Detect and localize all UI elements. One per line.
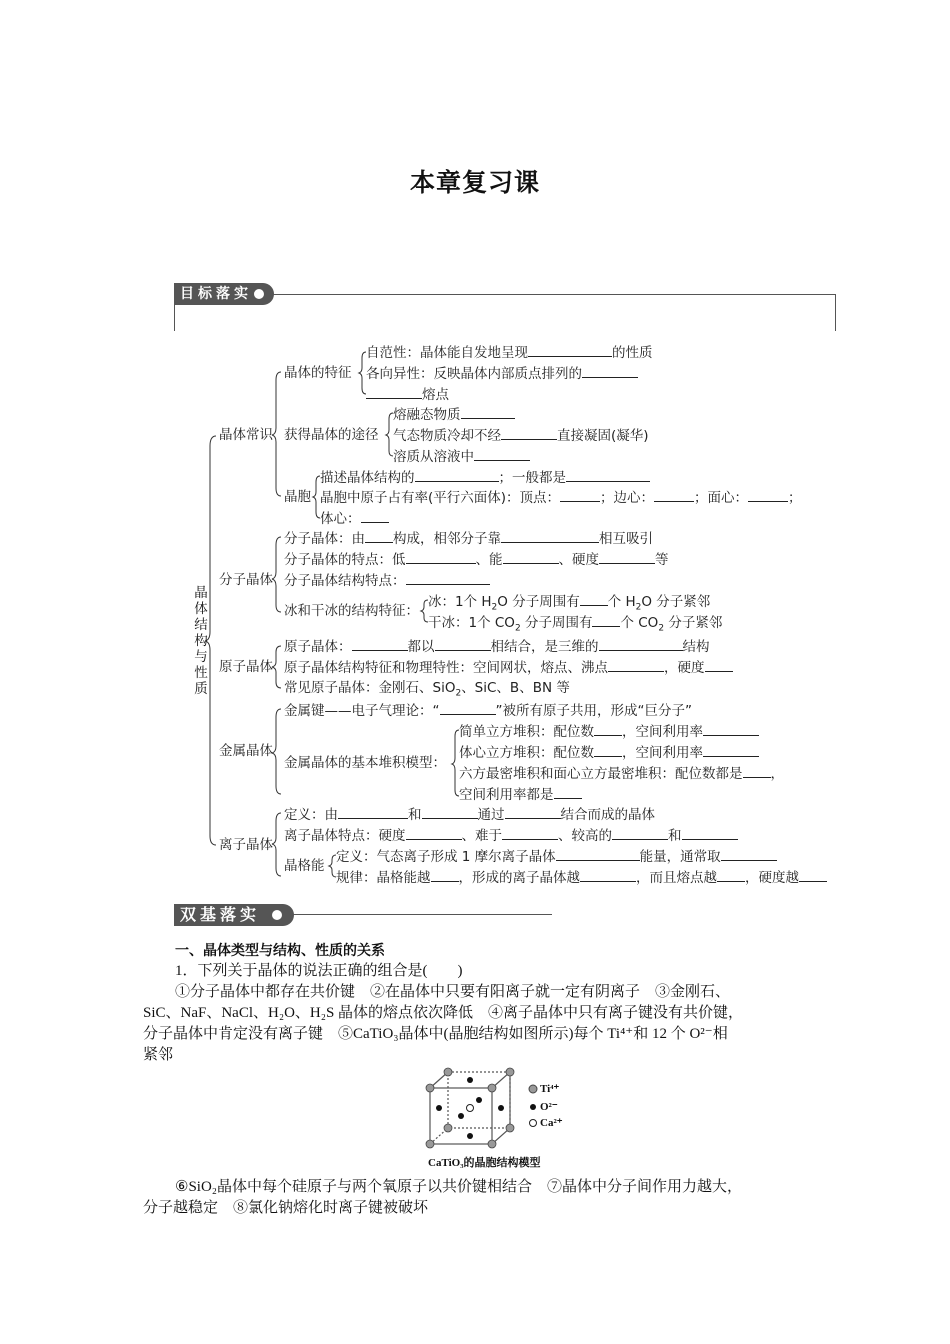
blank <box>338 806 408 819</box>
blank <box>682 827 738 840</box>
subscript: 2 <box>514 623 521 634</box>
text: 分子晶体结构特点： <box>284 573 406 589</box>
node-obtain: 获得晶体的途径 <box>284 427 379 443</box>
subscript: 2 <box>658 623 665 634</box>
text: ， <box>770 766 784 782</box>
text: ，空间利用率 <box>622 745 703 761</box>
blank <box>703 723 759 736</box>
blank <box>566 469 650 482</box>
node-common: 晶体常识 <box>219 427 273 443</box>
lattice-line-1 <box>336 848 777 865</box>
text: 能量，通常取 <box>639 849 721 865</box>
node-atomic: 原子晶体 <box>219 659 273 675</box>
text: ，形成的离子晶体越 <box>458 870 580 886</box>
text: 分子晶体：由 <box>284 531 365 547</box>
page-title: 本章复习课 <box>409 168 540 197</box>
text: 体心立方堆积：配位数 <box>459 745 594 761</box>
text: 直接凝固(凝华) <box>557 428 649 444</box>
section-tag-basics <box>174 904 294 926</box>
figure-caption: CaTiO₃的晶胞结构模型 <box>428 1157 541 1169</box>
cell-line-1 <box>320 469 650 486</box>
blank <box>580 869 636 882</box>
text: O 分子紧邻 <box>641 594 711 610</box>
blank <box>599 638 683 651</box>
obtain-line-1 <box>393 406 515 423</box>
blank <box>406 551 476 564</box>
subscript: 2 <box>635 602 642 613</box>
blank <box>594 723 622 736</box>
subscript: 2 <box>491 602 498 613</box>
blank <box>431 869 459 882</box>
lattice-line-2 <box>336 869 827 886</box>
text: 的性质 <box>612 345 653 361</box>
text: 和 <box>668 828 682 844</box>
text: 规律：晶格能越 <box>336 870 431 886</box>
blank <box>592 614 620 627</box>
metal-model-label: 金属晶体的基本堆积模型： <box>284 755 446 771</box>
metal-model-4 <box>459 786 582 803</box>
blank <box>743 765 771 778</box>
blank <box>352 638 408 651</box>
text: ，而且熔点越 <box>636 870 717 886</box>
blank <box>361 510 389 523</box>
node-feature: 晶体的特征 <box>284 365 352 381</box>
question-para-5: ⑥SiO₂晶体中每个硅原子与两个氧原子以共价键相结合 ⑦晶体中分子间作用力越大， <box>175 1179 743 1195</box>
blank <box>440 702 496 715</box>
text: 体心： <box>320 511 361 527</box>
question-para-4: 紧邻 <box>143 1047 174 1063</box>
section-tag-text: 双基落实 <box>180 905 261 924</box>
text: ；边心： <box>600 490 655 506</box>
text: 、难于 <box>461 828 502 844</box>
text: 熔点 <box>422 387 449 403</box>
subscript: 2 <box>455 688 462 699</box>
obtain-line-3 <box>393 448 530 465</box>
map-root-label <box>193 585 209 697</box>
text: 相互吸引 <box>599 531 653 547</box>
text: 、硬度 <box>558 552 599 568</box>
node-metal: 金属晶体 <box>219 743 273 759</box>
mol-line-1 <box>284 530 653 547</box>
blank <box>501 427 557 440</box>
blank <box>612 827 668 840</box>
blank <box>703 744 759 757</box>
node-ionic: 离子晶体 <box>219 837 273 853</box>
atomic-line-1 <box>284 638 710 655</box>
text: ，硬度越 <box>745 870 799 886</box>
text: 离子晶体特点：硬度 <box>284 828 406 844</box>
legend-o: O²⁻ <box>540 1101 558 1113</box>
bullet-icon <box>272 910 282 920</box>
text: 金属键——电子气理论：“ <box>284 703 440 719</box>
text: 构成，相邻分子靠 <box>393 531 501 547</box>
text: 、能 <box>475 552 503 568</box>
mol-line-4: 冰和干冰的结构特征： <box>284 603 419 619</box>
text: 结构 <box>682 639 710 655</box>
mol-line-2 <box>284 551 669 568</box>
obtain-line-2 <box>393 427 649 444</box>
ice-line-2 <box>428 614 722 637</box>
metal-line-1 <box>284 702 692 719</box>
text: 都以 <box>407 639 435 655</box>
question-stem: 1．下列关于晶体的说法正确的组合是( ) <box>175 963 463 979</box>
blank <box>461 406 515 419</box>
blank <box>365 530 393 543</box>
text: 熔融态物质 <box>393 407 461 423</box>
text: ”被所有原子共用，形成“巨分子” <box>495 703 692 719</box>
blank <box>580 593 608 606</box>
text: 气态物质冷却不经 <box>393 428 501 444</box>
text: 空间利用率都是 <box>459 787 554 803</box>
blank <box>422 806 478 819</box>
text: 描述晶体结构的 <box>320 470 415 486</box>
text: 溶质从溶液中 <box>393 449 474 465</box>
heading: 一、晶体类型与结构、性质的关系 <box>175 943 385 959</box>
text: 简单立方堆积：配位数 <box>459 724 594 740</box>
text: 原子晶体结构特征和物理特性：空间网状，熔点、沸点 <box>284 660 608 676</box>
ionic-lattice-label: 晶格能 <box>284 858 325 874</box>
text: 、SiC、B、BN 等 <box>461 680 570 696</box>
section-tag-text: 目标落实 <box>180 286 252 302</box>
blank <box>654 489 694 502</box>
ice-line-1 <box>428 593 710 616</box>
text: 个 CO <box>620 615 659 631</box>
blank <box>594 744 622 757</box>
text: 定义：气态离子形成 1 摩尔离子晶体 <box>336 849 556 865</box>
feature-line-3 <box>366 386 449 403</box>
metal-model-2 <box>459 744 759 761</box>
text: ；一般都是 <box>498 470 566 486</box>
text: 通过 <box>477 807 505 823</box>
text: 原子晶体： <box>284 639 352 655</box>
blank <box>503 551 559 564</box>
text: 相结合，是三维的 <box>490 639 599 655</box>
blank <box>435 638 491 651</box>
blank <box>717 869 745 882</box>
blank <box>505 806 561 819</box>
text: ，硬度 <box>664 660 705 676</box>
blank <box>799 869 827 882</box>
question-para-6: 分子越稳定 ⑧氯化钠熔化时离子键被破坏 <box>143 1200 429 1216</box>
atomic-line-2 <box>284 659 733 676</box>
blank <box>748 489 788 502</box>
blank <box>415 469 499 482</box>
text: ；面心： <box>694 490 749 506</box>
question-para-1: ①分子晶体中都存在共价键 ②在晶体中只要有阳离子就一定有阴离子 ③金刚石、 <box>175 984 731 1000</box>
text: 分子晶体的特点：低 <box>284 552 406 568</box>
blank <box>502 827 558 840</box>
blank <box>556 848 640 861</box>
node-cell: 晶胞 <box>284 489 311 505</box>
blank <box>554 786 582 799</box>
text: 自范性：晶体能自发地呈现 <box>366 345 528 361</box>
mol-line-3 <box>284 572 490 589</box>
text: ； <box>788 490 802 506</box>
blank <box>721 848 777 861</box>
feature-line-2 <box>366 365 638 382</box>
text: 分子紧邻 <box>664 615 723 631</box>
blank <box>608 659 664 672</box>
feature-line-1 <box>366 344 653 361</box>
text: 结合而成的晶体 <box>560 807 655 823</box>
blank <box>406 827 462 840</box>
blank <box>582 365 638 378</box>
blank <box>474 448 530 461</box>
cell-line-2 <box>320 489 802 506</box>
text: ，空间利用率 <box>622 724 703 740</box>
metal-model-3 <box>459 765 784 782</box>
root-text: 晶体结构与性质 <box>194 585 208 697</box>
blank <box>501 530 599 543</box>
legend-ti: Ti⁴⁺ <box>540 1083 560 1095</box>
blank <box>599 551 655 564</box>
blank <box>406 572 490 585</box>
metal-model-1 <box>459 723 759 740</box>
cell-line-3 <box>320 510 389 527</box>
text: 和 <box>408 807 422 823</box>
text: O 分子周围有 <box>497 594 580 610</box>
text: 干冰：1个 CO <box>428 615 515 631</box>
blank <box>560 489 600 502</box>
text: 分子周围有 <box>520 615 593 631</box>
crystal-cell-figure <box>420 1066 520 1152</box>
blank <box>366 386 422 399</box>
text: 各向异性：反映晶体内部质点排列的 <box>366 366 582 382</box>
legend-ca: Ca²⁺ <box>540 1117 563 1129</box>
legend-markers <box>527 1083 539 1133</box>
text: 常见原子晶体：金刚石、SiO <box>284 680 456 696</box>
text: 等 <box>655 552 669 568</box>
question-para-2: SiC、NaF、NaCl、H₂O、H₂S 晶体的熔点依次降低 ④离子晶体中只有离子键没有共价键， <box>143 1005 744 1021</box>
text: 冰：1个 H <box>428 594 492 610</box>
ionic-line-1 <box>284 806 655 823</box>
text: 个 H <box>607 594 636 610</box>
text: 晶胞中原子占有率(平行六面体)：顶点： <box>320 490 561 506</box>
node-molecular: 分子晶体 <box>219 572 273 588</box>
blank <box>705 659 733 672</box>
text: 定义：由 <box>284 807 338 823</box>
question-para-3: 分子晶体中肯定没有离子键 ⑤CaTiO₃晶体中(晶胞结构如图所示)每个 Ti⁴⁺和 12 个 O²⁻相 <box>143 1026 728 1042</box>
atomic-line-3 <box>284 680 570 702</box>
text: 六方最密堆积和面心立方最密堆积：配位数都是 <box>459 766 743 782</box>
text: 、较高的 <box>558 828 612 844</box>
blank <box>528 344 612 357</box>
ionic-line-2 <box>284 827 738 844</box>
